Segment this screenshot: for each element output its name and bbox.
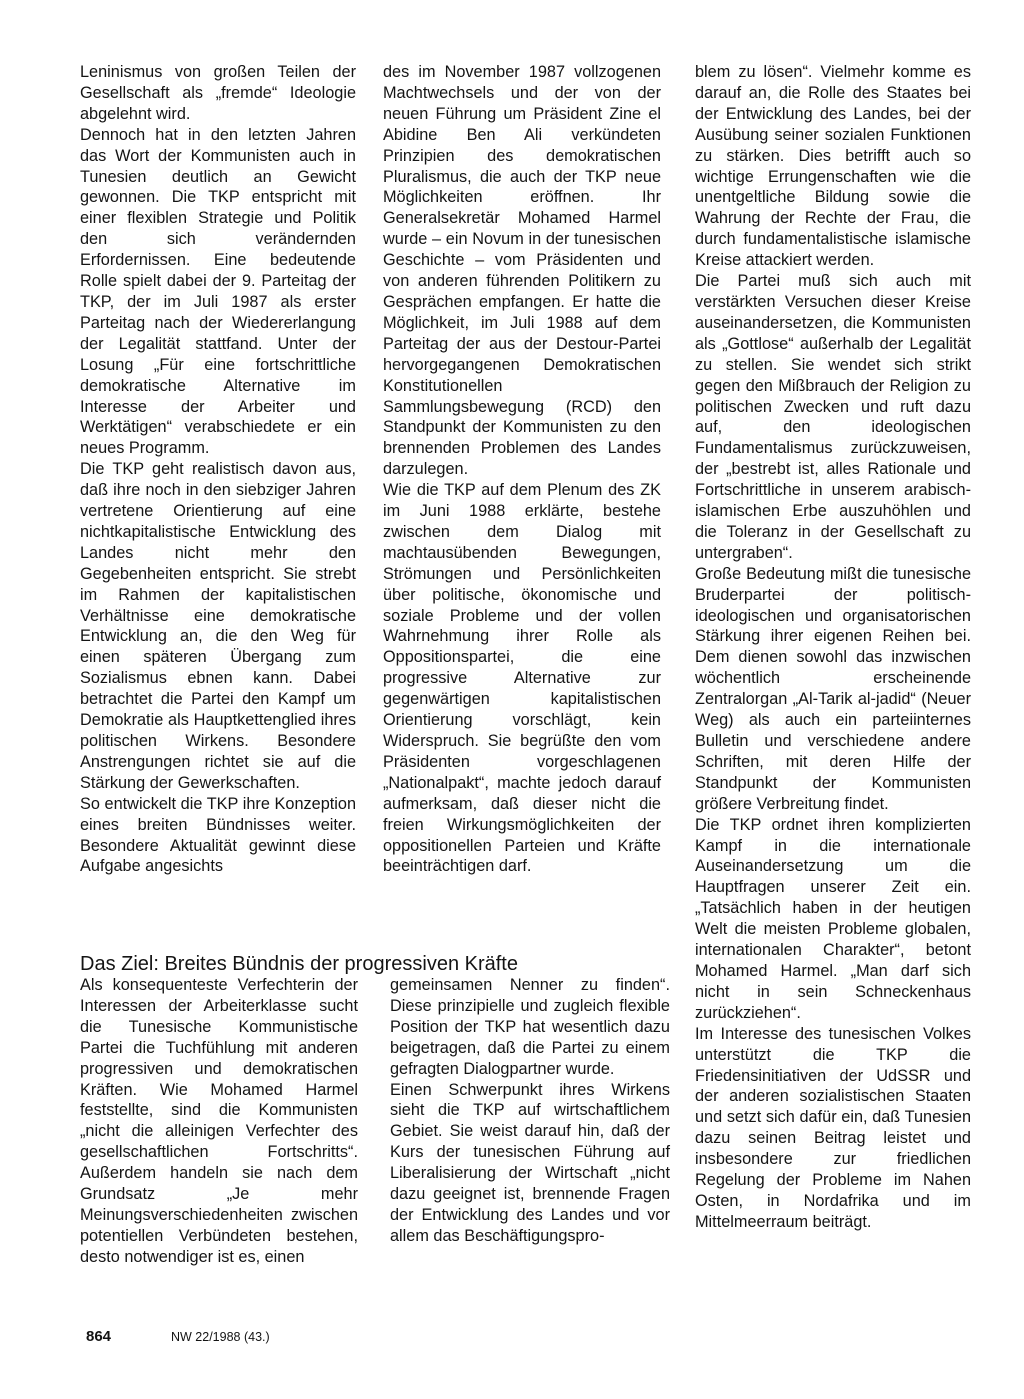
column-2	[383, 62, 661, 877]
column-1	[80, 62, 356, 877]
paragraph: Leninismus von großen Teilen der Gesellschaft als „fremde“ Ideologie abgelehnt wird.	[80, 63, 356, 123]
column-5	[390, 975, 670, 1247]
paragraph: Die Partei muß sich auch mit verstärkten Versuchen dieser Kreise auseinandersetzen, die Kommunisten als „Gottlose“ außerhalb der Legalität zu stellen. Sie wendet sich strikt gegen den Mißbrauch der Religion zu politischen Zwecken und ruft dazu auf, den ideologischen Fundamentalismus zurückzuweisen, der „bestrebt ist, alles Rationale und Fortschrittliche in unserem arabisch-islamischen Erbe auszuhöhlen und die Toleranz in der Gesellschaft zu untergraben“.	[695, 272, 971, 562]
paragraph: Große Bedeutung mißt die tunesische Bruderpartei der politisch-ideologischen und organisatorischen Stärkung ihrer eigenen Reihen bei. Dem dienen sowohl das inzwischen wöchentlich erscheinende Zentralorgan „Al-Tarik al-jadid“ (Neuer Weg) als auch ein parteiinternes Bulletin und verschiedene andere Schriften, mit deren Hilfe der Standpunkt der Kommunisten größere Verbreitung findet.	[695, 564, 971, 813]
section-heading: Das Ziel: Breites Bündnis der progressiven Kräfte	[80, 952, 518, 975]
paragraph: Als konsequenteste Verfechterin der Interessen der Arbeiterklasse sucht die Tunesische Kommunistische Partei die Tuchfühlung mit anderen progressiven und demokratischen Kräften. Wie Mohamed Harmel feststellte, sind die Kommunisten „nicht die alleinigen Verfechter des gesellschaftlichen Fortschritts“. Außerdem handeln sie nach dem Grundsatz „Je mehr Meinungsverschiedenheiten zwischen potentiellen Verbündeten bestehen, desto notwendiger ist es, einen	[80, 976, 358, 1266]
paragraph: gemeinsamen Nenner zu finden“. Diese prinzipielle und zugleich flexible Position der TKP hat wesentlich dazu beigetragen, daß die Partei zu einem gefragten Dialogpartner wurde.	[390, 976, 670, 1078]
paragraph: Die TKP ordnet ihren komplizierten Kampf in die internationale Auseinandersetzung um die Hauptfragen unserer Zeit ein. „Tatsächlich haben in der heutigen Welt die meisten Probleme globalen, internationalen Charakter“, betont Mohamed Harmel. „Man darf sich nicht in sein Schneckenhaus zurückziehen“.	[695, 815, 971, 1022]
paragraph: Einen Schwerpunkt ihres Wirkens sieht die TKP auf wirtschaftlichem Gebiet. Sie weist darauf hin, daß der Kurs der tunesischen Führung auf Liberalisierung der Wirtschaft „nicht dazu geeignet ist, brennende Fragen der Entwicklung des Landes und vor allem das Beschäftigungspro-	[390, 1080, 670, 1245]
page-number: 864	[86, 1328, 112, 1345]
paragraph: des im November 1987 vollzogenen Machtwechsels und der von der neuen Führung um Präsident Zine el Abidine Ben Ali verkündeten Prinzipien des demokratischen Pluralismus, die auch der TKP neue Möglichkeiten eröffnen. Ihr Generalsekretär Mohamed Harmel wurde – ein Novum in der tunesischen Geschichte – vom Präsidenten und von anderen führenden Politikern zu Gesprächen empfangen. Er hatte die Möglichkeit, im Juli 1988 auf dem Parteitag der aus der Destour-Partei hervorgegangenen Demokratischen Konstitutionellen Sammlungsbewegung (RCD) den Standpunkt der Kommunisten zu den brennenden Problemen des Landes darzulegen.	[383, 63, 661, 479]
column-3	[695, 62, 971, 1233]
paragraph: blem zu lösen“. Vielmehr komme es darauf an, die Rolle des Staates bei der Entwicklung des Landes, bei der Ausübung seiner sozialen Funktionen zu stärken. Dies betrifft auch so wichtige Errungenschaften wie die unentgeltliche Bildung sowie die Wahrung der Rechte der Frau, die durch fundamentalistische islamische Kreise attackiert werden.	[695, 63, 971, 270]
issue-label: NW 22/1988 (43.)	[171, 1330, 270, 1344]
paragraph: So entwickelt die TKP ihre Konzeption eines breiten Bündnisses weiter. Besondere Aktualität gewinnt diese Aufgabe angesichts	[80, 794, 356, 876]
paragraph: Dennoch hat in den letzten Jahren das Wort der Kommunisten auch in Tunesien deutlich an Gewicht gewonnen. Die TKP entspricht mit einer flexiblen Strategie und Politik den sich verändernden Erfordernissen. Eine bedeutende Rolle spielt dabei der 9. Parteitag der TKP, der im Juli 1987 als erster Parteitag nach der Wiedererlangung der Legalität stattfand. Unter der Losung „Für eine fortschrittliche demokratische Alternative im Interesse der Arbeiter und Werktätigen“ verabschiedete er ein neues Programm.	[80, 125, 356, 458]
paragraph: Die TKP geht realistisch davon aus, daß ihre noch in den siebziger Jahren vertretene Orientierung auf eine nichtkapitalistische Entwicklung des Landes nicht mehr den Gegebenheiten entspricht. Sie strebt im Rahmen der kapitalistischen Verhältnisse eine demokratische Entwicklung an, die den Weg für einen späteren Übergang zum Sozialismus ebnen kann. Dabei betrachtet die Partei den Kampf um Demokratie als Hauptkettenglied ihres politischen Wirkens. Besondere Anstrengungen richtet sie auf die Stärkung der Gewerkschaften.	[80, 460, 356, 792]
paragraph: Wie die TKP auf dem Plenum des ZK im Juni 1988 erklärte, bestehe zwischen dem Dialog mit machtausübenden Bewegungen, Strömungen und Persönlichkeiten über politische, ökonomische und soziale Probleme und der vollen Wahrnehmung ihrer Rolle als Oppositionspartei, die eine progressive Alternative zur gegenwärtigen kapitalistischen Orientierung vorschlägt, kein Widerspruch. Sie begrüßte den vom Präsidenten vorgeschlagenen „Nationalpakt“, machte jedoch darauf aufmerksam, daß dieser nicht die freien Wirkungsmöglichkeiten der oppositionellen Parteien und Kräfte beeinträchtigen darf.	[383, 481, 661, 876]
column-4	[80, 975, 358, 1268]
paragraph: Im Interesse des tunesischen Volkes unterstützt die TKP die Friedensinitiativen der UdSSR und der anderen sozialistischen Staaten und setzt sich dafür ein, daß Tunesien dazu seinen Beitrag leistet und insbesondere zur friedlichen Regelung der Probleme im Nahen Osten, in Nordafrika und im Mittelmeerraum beiträgt.	[695, 1024, 971, 1231]
